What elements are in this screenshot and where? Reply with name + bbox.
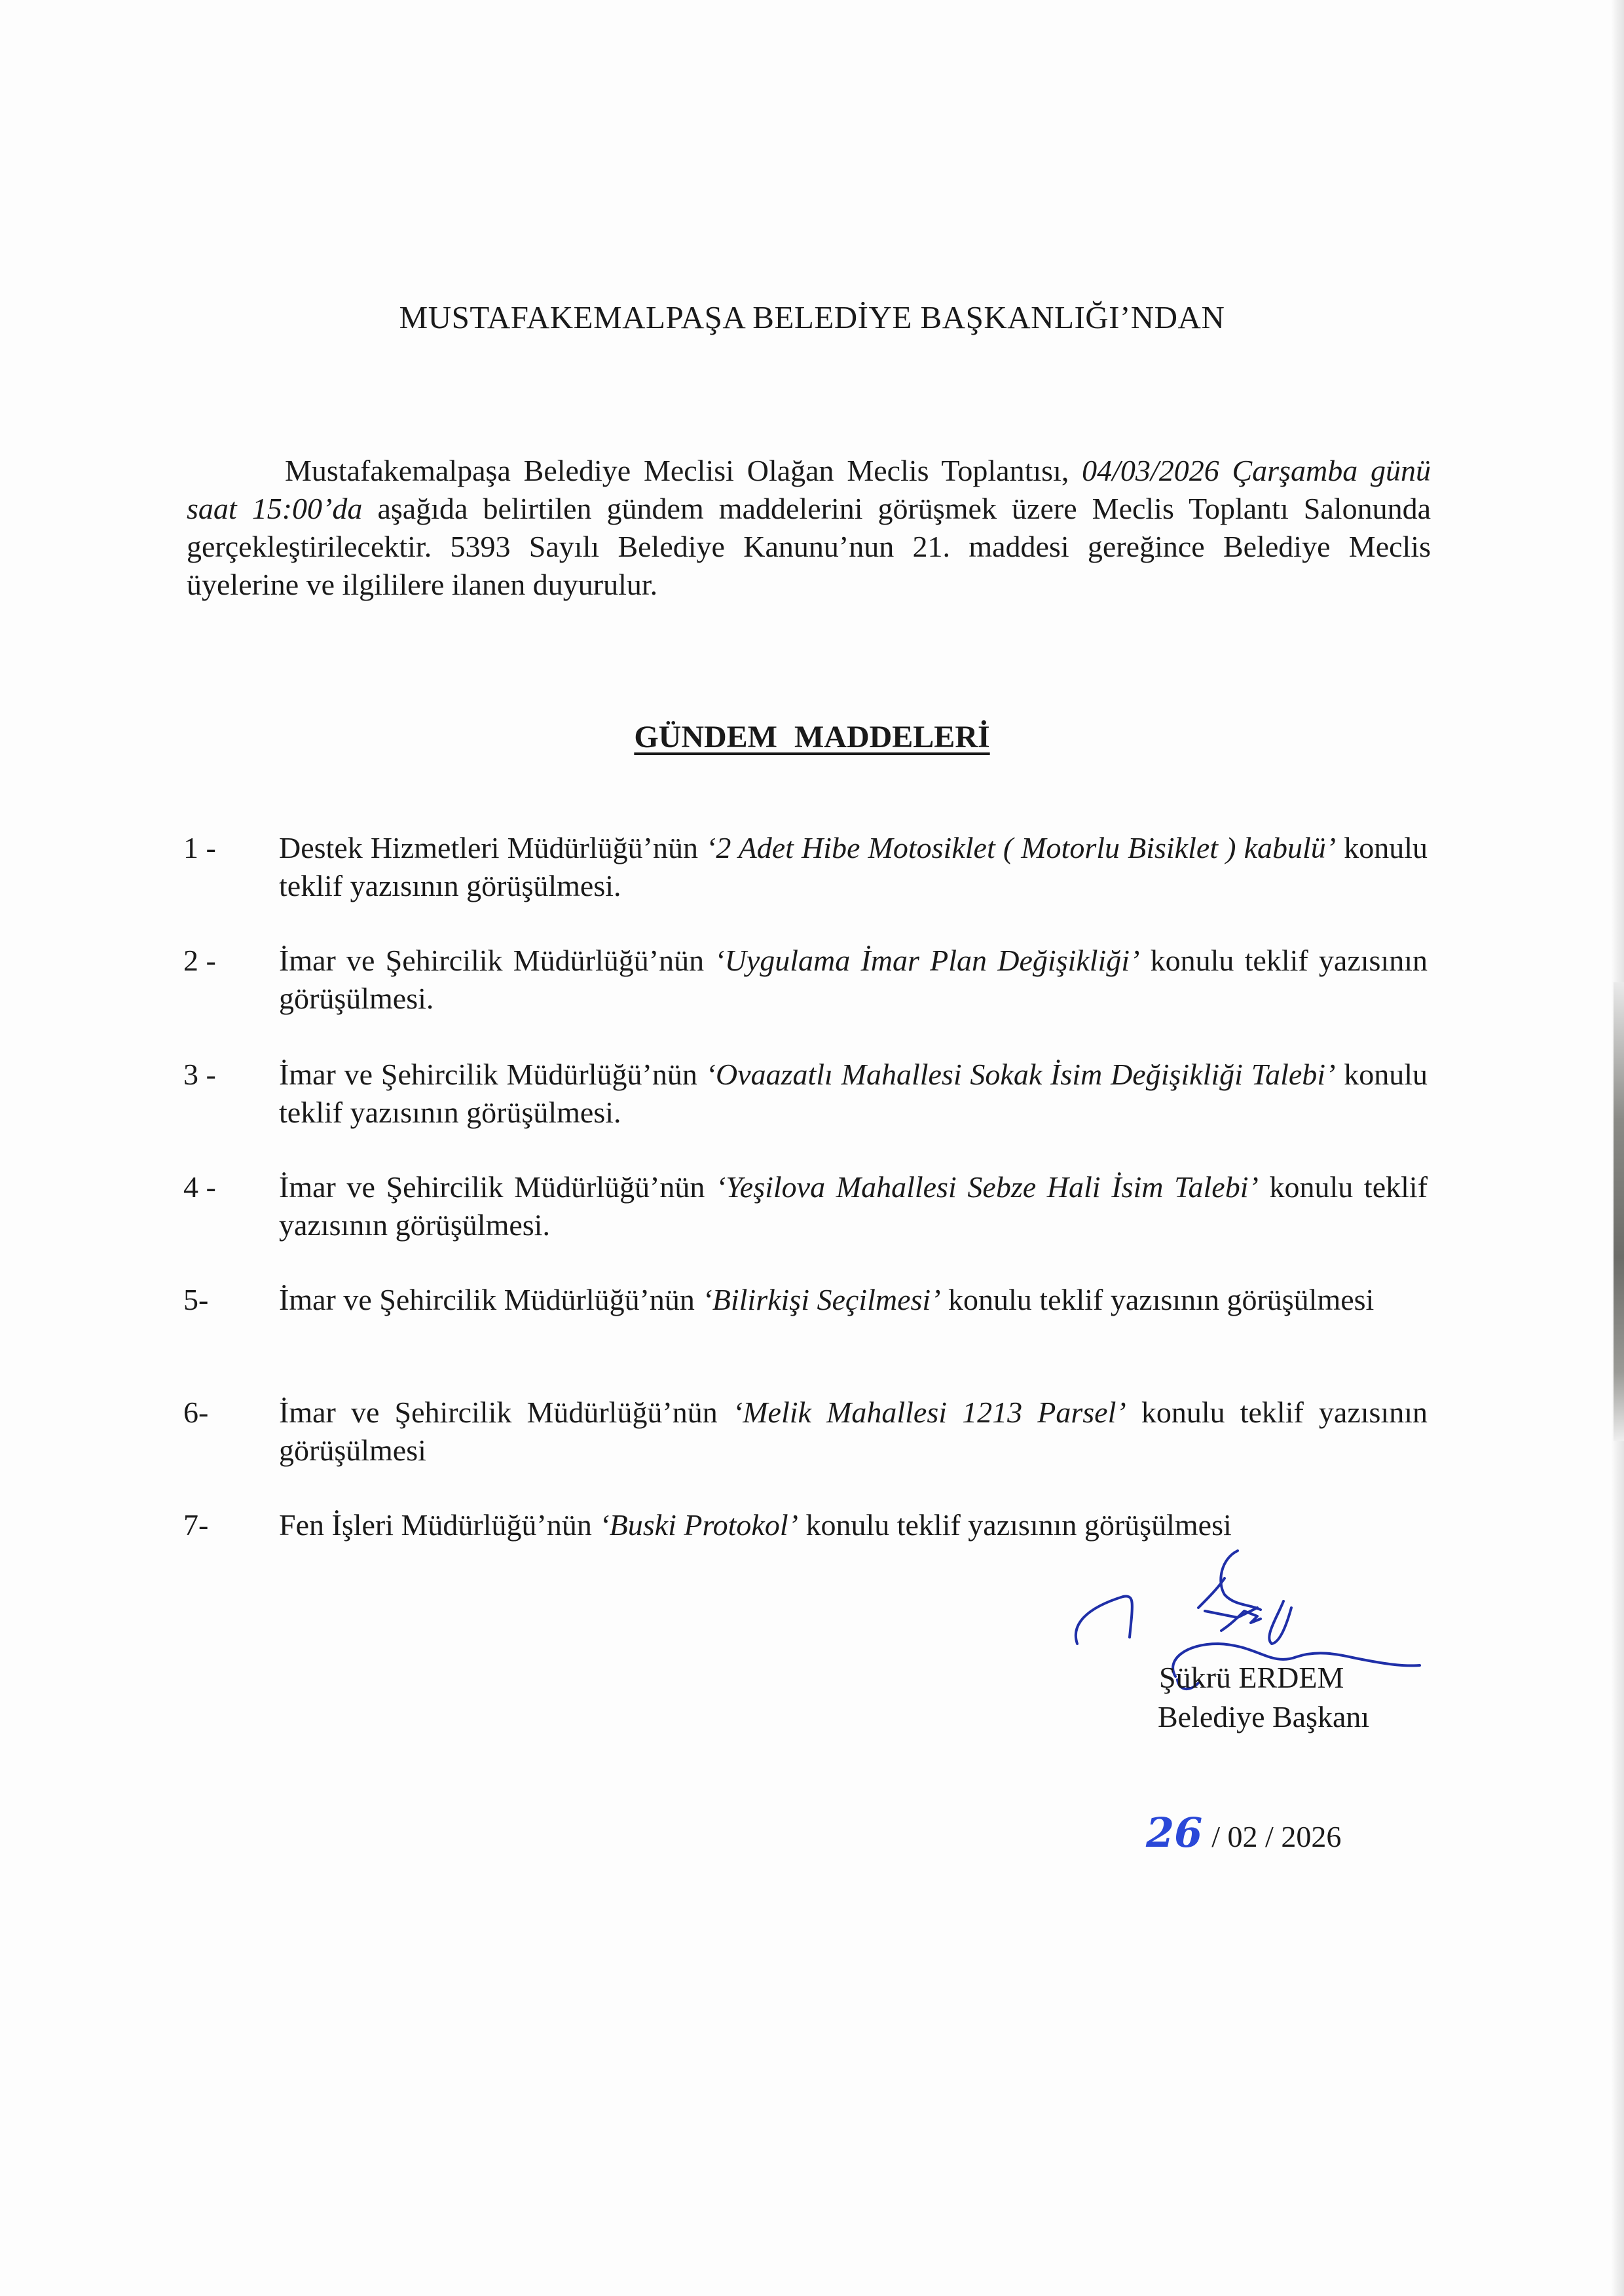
document-date [1146,1809,1341,1857]
agenda-item-subject: ‘Buski Protokol’ [599,1508,798,1542]
agenda-item-subject: ‘Uygulama İmar Plan Değişikliği’ [714,944,1140,977]
agenda-item-number: 3 - [183,1058,216,1091]
agenda-item [183,1056,1428,1132]
agenda-item-number: 7- [183,1508,209,1542]
agenda-item-prefix: İmar ve Şehircilik Müdürlüğü’nün [279,944,715,977]
agenda-item-text [279,942,1428,1018]
agenda-item-prefix: İmar ve Şehircilik Müdürlüğü’nün [279,1396,733,1429]
date-month-year: / 02 / 2026 [1211,1820,1342,1853]
agenda-item-number: 1 - [183,831,216,864]
agenda-item-suffix: konulu teklif yazısının görüşülmesi. [279,1170,1428,1242]
agenda-item-suffix: konulu teklif yazısının görüşülmesi [798,1508,1232,1542]
document-title: MUSTAFAKEMALPAŞA BELEDİYE BAŞKANLIĞI’NDAN [399,299,1225,335]
intro-text-1: Mustafakemalpaşa Belediye Meclisi Olağan Meclis Toplantısı, [285,454,1082,487]
agenda-item-subject: ‘Bilirkişi Seçilmesi’ [702,1283,941,1316]
agenda-item-subject: ‘Melik Mahallesi 1213 Parsel’ [732,1396,1126,1429]
agenda-item-suffix: konulu teklif yazısının görüşülmesi. [279,944,1428,1015]
agenda-item-suffix: konulu teklif yazısının görüşülmesi [940,1283,1375,1316]
agenda-item-number: 4 - [183,1170,216,1204]
agenda-item [183,1281,1428,1319]
agenda-item-suffix: konulu teklif yazısının görüşülmesi. [279,831,1428,902]
signatory-name: Şükrü ERDEM [1159,1661,1344,1694]
agenda-item-prefix: Destek Hizmetleri Müdürlüğü’nün [279,831,707,864]
agenda-item-prefix: Fen İşleri Müdürlüğü’nün [279,1508,600,1542]
agenda-item-prefix: İmar ve Şehircilik Müdürlüğü’nün [279,1283,703,1316]
agenda-item-text [279,1168,1428,1244]
agenda-item-subject: ‘Ovaazatlı Mahallesi Sokak İsim Değişikliği Talebi’ [705,1058,1336,1091]
intro-text-2: aşağıda belirtilen gündem maddelerini görüşmek üzere Meclis Toplantı Salonunda gerçekleştirilecektir. 5393 Sayılı Belediye Kanunu’nun 21. maddesi gereğince Belediye Meclis üyelerine ve ilgililere ilanen duyurulur. [187,492,1431,601]
agenda-item-number: 6- [183,1396,209,1429]
agenda-item-number: 2 - [183,944,216,977]
agenda-item-suffix: konulu teklif yazısının görüşülmesi. [279,1058,1428,1129]
agenda-item-text [279,829,1428,905]
agenda-item-subject: ‘Yeşilova Mahallesi Sebze Hali İsim Talebi’ [716,1170,1259,1204]
handwritten-day: 26 [1146,1809,1203,1857]
agenda-heading-text: GÜNDEM MADDELERİ [634,720,990,754]
agenda-item-prefix: İmar ve Şehircilik Müdürlüğü’nün [279,1058,706,1091]
agenda-item-subject: ‘2 Adet Hibe Motosiklet ( Motorlu Bisiklet ) kabulü’ [706,831,1337,864]
agenda-item [183,829,1428,905]
agenda-item-prefix: İmar ve Şehircilik Müdürlüğü’nün [279,1170,716,1204]
meeting-date-time: 04/03/2026 Çarşamba günü saat 15:00’da [187,454,1431,525]
scan-shadow [1614,982,1624,1441]
agenda-item-number: 5- [183,1283,209,1316]
agenda-item [183,942,1428,1018]
agenda-item-text [279,1281,1428,1319]
agenda-heading [0,719,1624,755]
intro-paragraph [187,452,1431,604]
agenda-item-text [279,1394,1428,1470]
agenda-item-text [279,1056,1428,1132]
agenda-item [183,1394,1428,1470]
agenda-item [183,1506,1428,1544]
signatory-title: Belediye Başkanı [1158,1700,1370,1733]
agenda-item-suffix: konulu teklif yazısının görüşülmesi [279,1396,1428,1467]
agenda-item-text [279,1506,1428,1544]
agenda-item [183,1168,1428,1244]
